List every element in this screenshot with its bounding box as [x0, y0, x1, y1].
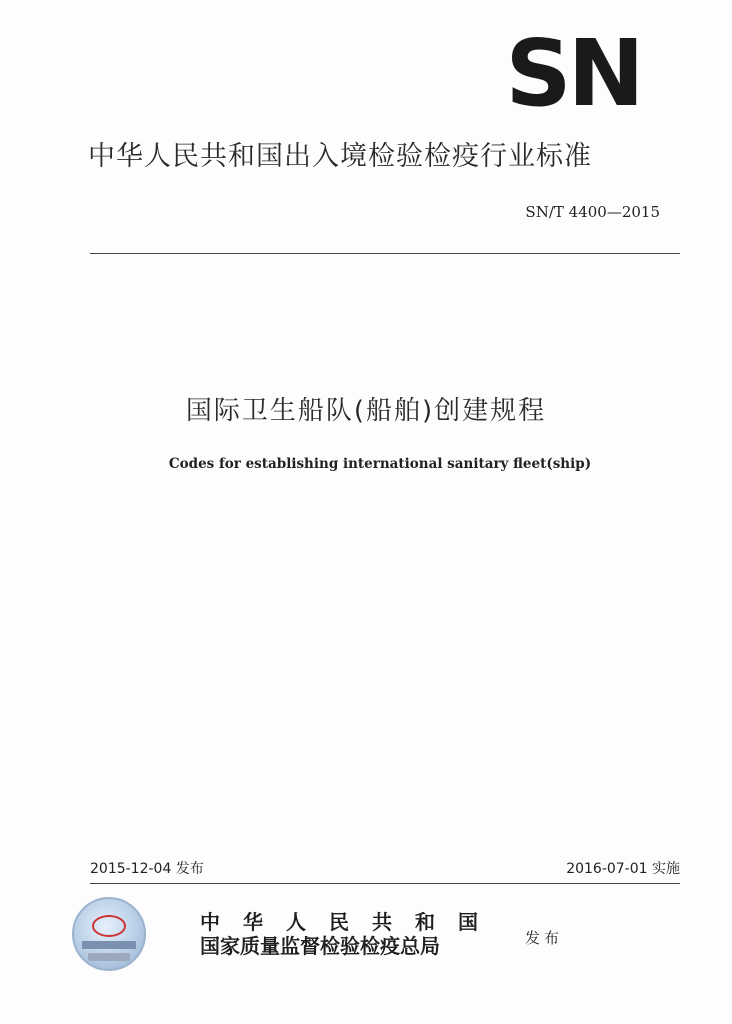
seal-emblem [92, 915, 126, 937]
standard-number: SN/T 4400—2015 [525, 203, 660, 221]
standard-category: 中华人民共和国出入境检验检疫行业标准 [88, 141, 592, 172]
title-chinese: 国际卫生船队(船舶)创建规程 [185, 396, 547, 426]
seal-band [82, 941, 136, 949]
anti-counterfeit-seal-icon [72, 897, 146, 971]
issuer-agency: 国家质量监督检验检疫总局 [200, 934, 440, 958]
issue-date: 2015-12-04 发布 [90, 861, 204, 877]
seal-base [88, 953, 130, 961]
top-divider [90, 253, 680, 254]
issuer-action: 发布 [525, 929, 564, 947]
issuer-country: 中华人民共和国 [200, 910, 501, 934]
sn-logo: SN [505, 20, 641, 127]
issuer-block [200, 910, 501, 958]
title-english: Codes for establishing international sanitary fleet(ship) [168, 456, 592, 472]
bottom-divider [90, 883, 680, 884]
implementation-date: 2016-07-01 实施 [566, 861, 680, 877]
